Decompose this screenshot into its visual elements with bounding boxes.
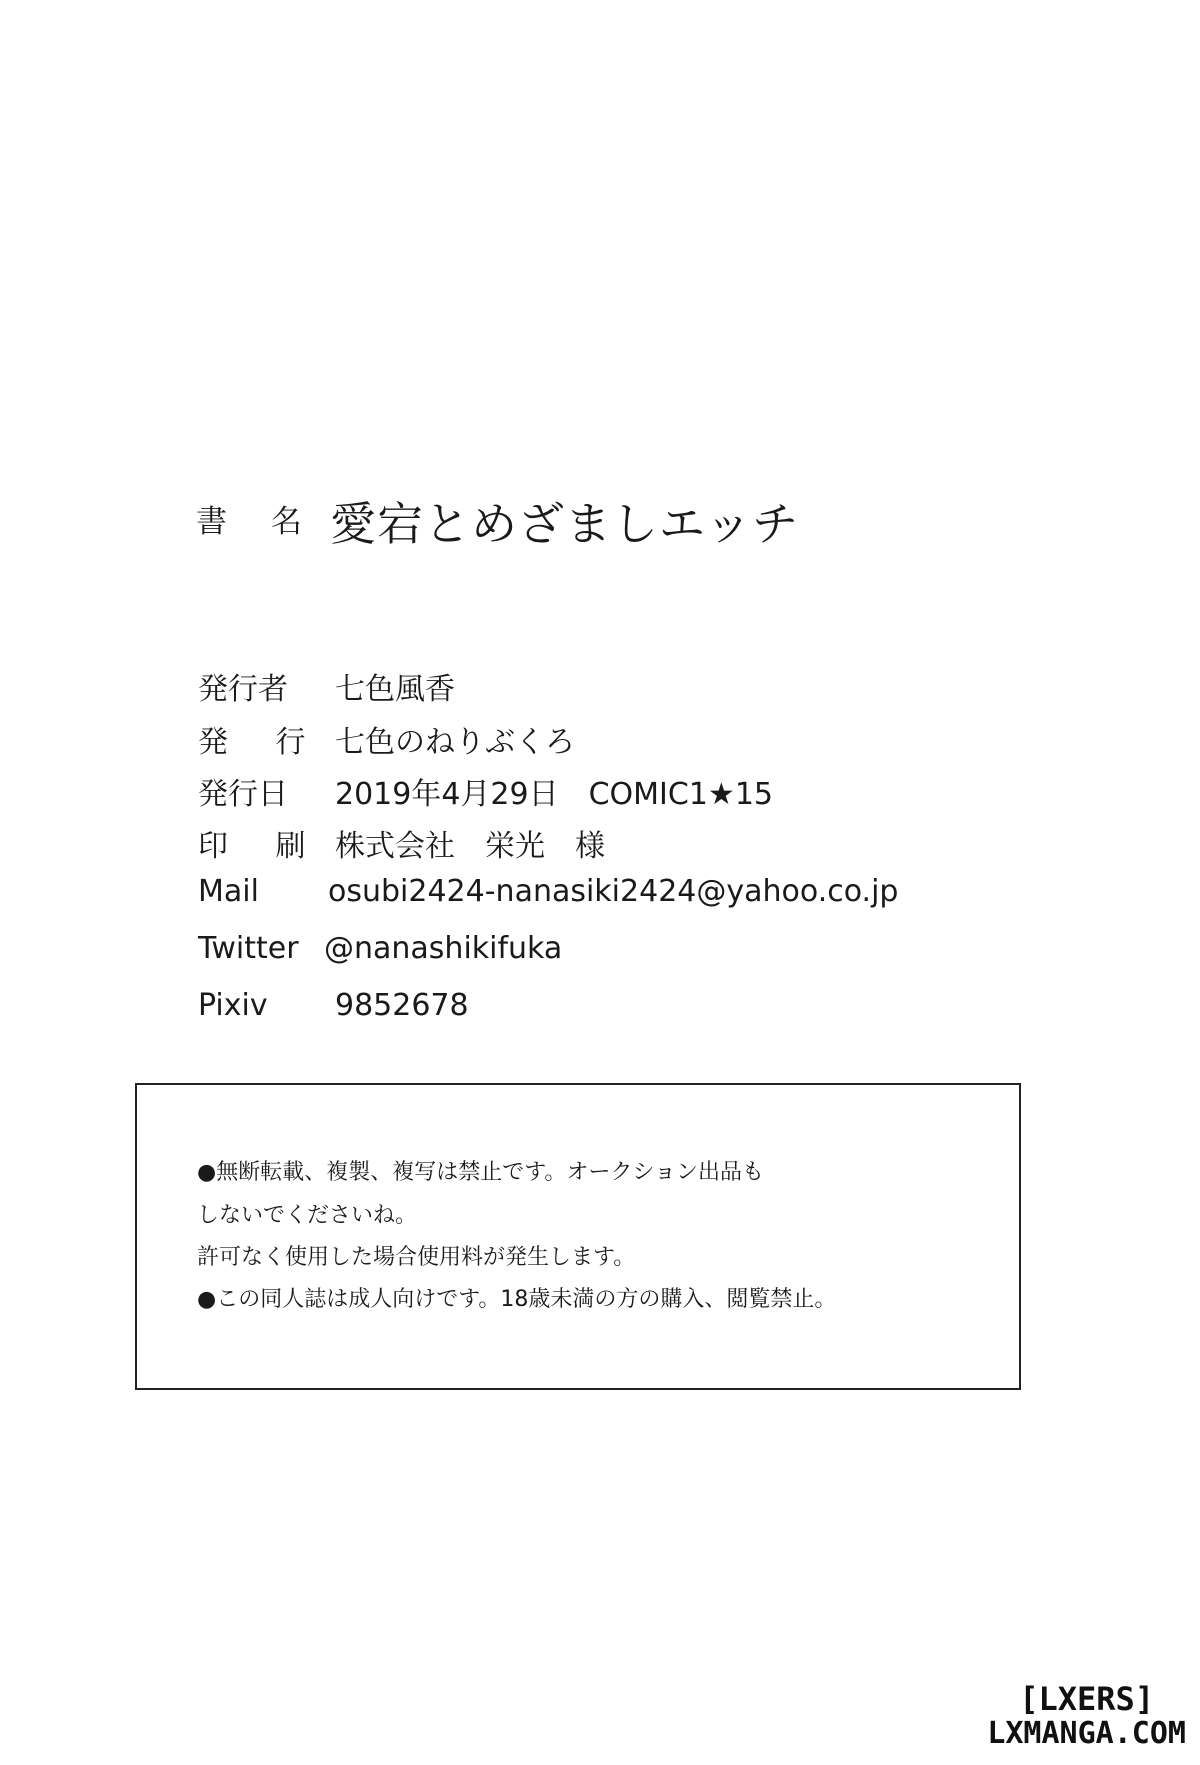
book-title: 愛宕とめざましエッチ (330, 497, 800, 551)
colophon-value: 9852678 (335, 988, 469, 1023)
colophon-label: 発 行 (198, 725, 325, 760)
colophon-value: osubi2424-nanasiki2424@yahoo.co.jp (328, 874, 899, 909)
notice-line: 許可なく使用した場合使用料が発生します。 (197, 1245, 636, 1270)
colophon-label: 印 刷 (198, 829, 325, 864)
site-watermark (987, 1681, 1186, 1751)
watermark-top: [LXERS] (1019, 1680, 1155, 1718)
colophon-value: @nanashikifuka (324, 931, 563, 966)
colophon-value: 七色のねりぶくろ (335, 725, 575, 760)
colophon-value: 株式会社 栄光 様 (335, 829, 605, 864)
colophon-label: 発行日 (198, 777, 288, 812)
colophon-label: Pixiv (198, 988, 268, 1023)
colophon-value: 2019年4月29日 COMIC1★15 (335, 777, 774, 812)
colophon-label: Mail (198, 874, 259, 909)
notice-box (135, 1083, 1021, 1390)
colophon-label: Twitter (198, 931, 299, 966)
watermark-bottom: LXMANGA.COM (987, 1716, 1186, 1751)
notice-line: しないでくださいね。 (197, 1203, 418, 1228)
colophon-label: 発行者 (198, 672, 288, 707)
colophon-value: 七色風香 (335, 672, 455, 707)
notice-line: ●この同人誌は成人向けです。18歳未満の方の購入、閲覧禁止。 (197, 1287, 837, 1312)
notice-line: ●無断転載、複製、複写は禁止です。オークション出品も (197, 1160, 764, 1185)
book-title-label: 書 名 (196, 504, 319, 540)
